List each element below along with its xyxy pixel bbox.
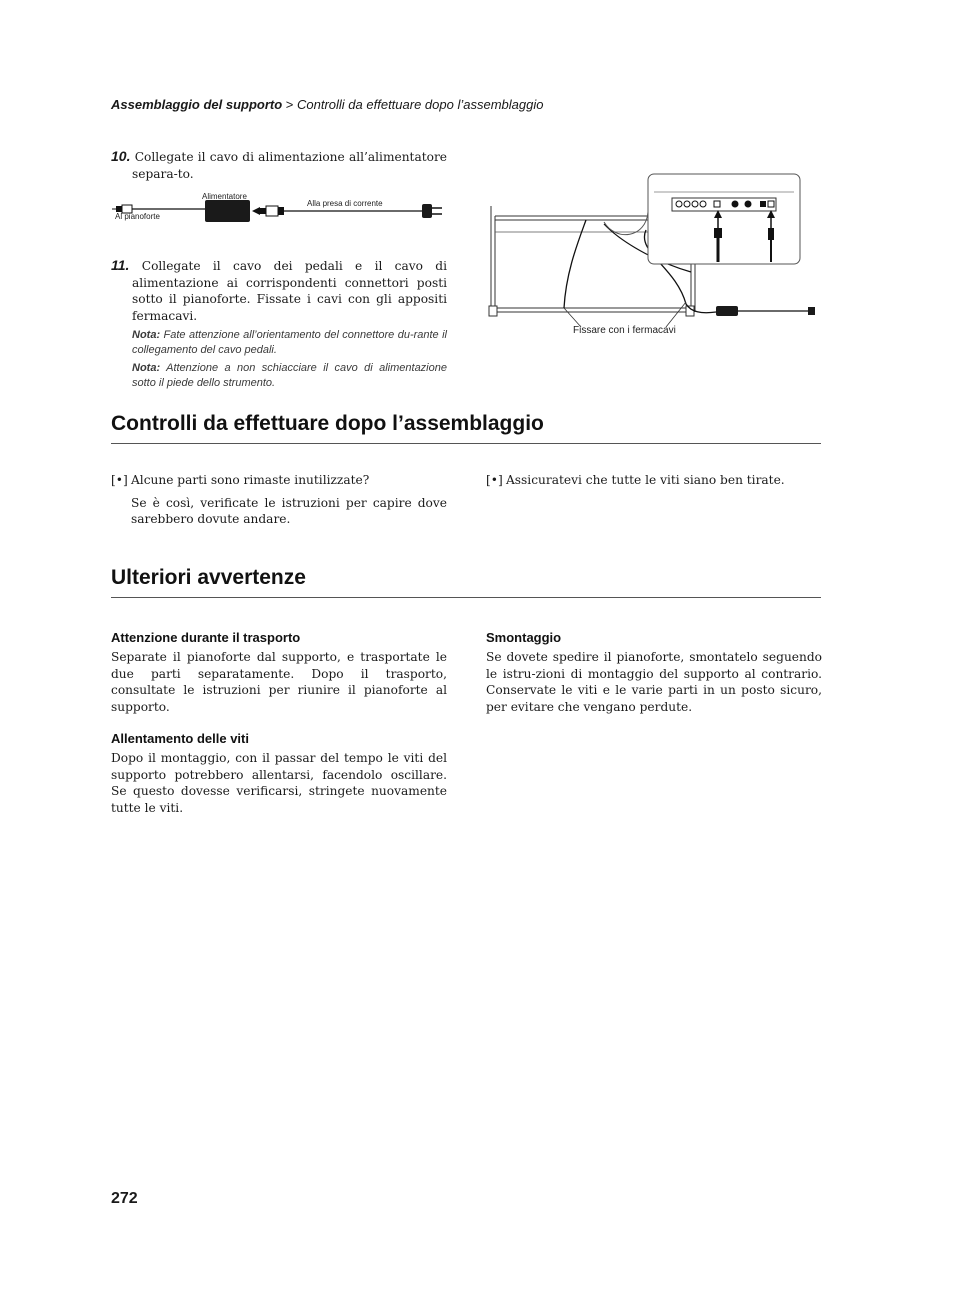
transport-title: Attenzione durante il trasporto — [111, 630, 301, 645]
power-adapter-illustration — [112, 188, 452, 228]
step-10-text: Collegate il cavo di alimentazione all’alimentatore separa-to. — [132, 150, 447, 181]
stand-cable-diagram — [486, 172, 826, 344]
warnings-left-column — [111, 630, 447, 816]
label-to-outlet: Alla presa di corrente — [307, 199, 383, 208]
step-10 — [111, 148, 447, 182]
label-to-piano: Al pianoforte — [115, 212, 160, 221]
label-cable-clamps: Fissare con i fermacavi — [573, 325, 676, 336]
check-item-2-text: Assicuratevi che tutte le viti siano ben tirate. — [506, 473, 785, 487]
transport-text: Separate il pianoforte dal supporto, e trasportate le due parti separatamente. Dopo il trasporto, consultate le istruzioni per riunire il pianoforte al supporto. — [111, 650, 447, 714]
header-section: Assemblaggio del supporto — [111, 97, 283, 112]
note-power-cable — [111, 361, 447, 390]
note-2-text: Attenzione a non schiacciare il cavo di alimentazione sotto il piede dello strumento. — [132, 362, 447, 389]
note-1-label: Nota: — [132, 329, 161, 341]
page-number: 272 — [111, 1190, 138, 1207]
loosening-text: Dopo il montaggio, con il passar del tempo le viti del supporto potrebbero allentarsi, facendolo oscillare. Se questo dovesse verificarsi, stringete nuovamente tutte le viti. — [111, 751, 447, 815]
power-adapter-diagram — [112, 188, 452, 228]
section-title-checks: Controlli da effettuare dopo l’assemblaggio — [111, 412, 544, 435]
step-11 — [111, 257, 447, 390]
stand-illustration — [486, 172, 826, 344]
step-10-number: 10. — [111, 148, 131, 164]
warnings-right-column — [486, 630, 822, 715]
step-11-text: Collegate il cavo dei pedali e il cavo di alimentazione ai corrispondenti connettori posti sotto il pianoforte. Fissate i cavi con gli appositi fermacavi. — [132, 259, 447, 323]
step-11-number: 11. — [111, 257, 130, 273]
header-separator: > — [282, 97, 298, 112]
note-pedal-connector — [111, 328, 447, 357]
section-rule-warnings — [111, 597, 821, 598]
check-item-screws — [486, 472, 822, 489]
label-adapter: Alimentatore — [202, 192, 247, 201]
note-2-label: Nota: — [132, 362, 161, 374]
running-header — [111, 97, 543, 112]
disassembly-text: Se dovete spedire il pianoforte, smontatelo seguendo le istru-zioni di montaggio del supporto al contrario. Conservate le viti e le varie parti in un posto sicuro, per evitare che vengano perdute. — [486, 650, 822, 714]
check-item-1-bullet: [•] — [111, 473, 128, 487]
check-item-2-bullet: [•] — [486, 473, 503, 487]
note-1-text: Fate attenzione all’orientamento del connettore du-rante il collegamento del cavo pedali. — [132, 329, 447, 356]
section-rule-checks — [111, 443, 821, 444]
check-item-unused-parts — [111, 472, 447, 528]
section-title-warnings: Ulteriori avvertenze — [111, 566, 306, 589]
disassembly-title: Smontaggio — [486, 630, 562, 645]
loosening-title: Allentamento delle viti — [111, 731, 249, 746]
check-item-1-text: Alcune parti sono rimaste inutilizzate? — [131, 473, 370, 487]
header-subsection: Controlli da effettuare dopo l’assemblaggio — [297, 97, 544, 112]
check-item-1-detail: Se è così, verificate le istruzioni per capire dove sarebbero dovute andare. — [131, 495, 447, 526]
